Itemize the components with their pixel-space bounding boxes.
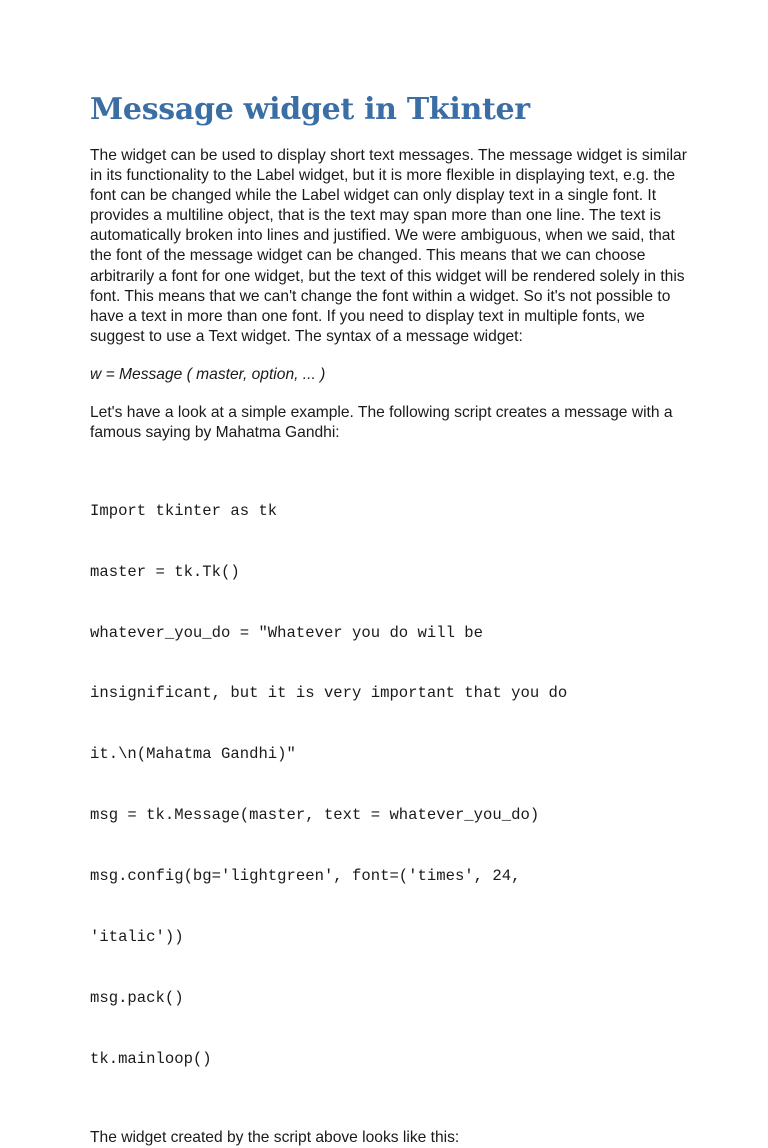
intro-paragraph: The widget can be used to display short text messages. The message widget is similar in its functionality to the Label widget, but it is more flexible in displaying text, e.g. the font can be changed while the Label widget can only display text in a single font. It provides a multiline object, that is the text may span more than one line. The text is automatically broken into lines and justified. We were ambiguous, when we said, that the font of the message widget can be changed. This means that we can choose arbitrarily a font for one widget, but the text of this widget will be rendered solely in this font. This means that we can't change the font within a widget. So it's not possible to have a text in more than one font. If you need to display text in multiple fonts, we suggest to use a Text widget. The syntax of a message widget:: [90, 147, 687, 345]
example-intro-paragraph: Let's have a look at a simple example. The following script creates a message with a famous saying by Mahatma Gandhi:: [90, 403, 673, 442]
code-line: it.\n(Mahatma Gandhi)": [90, 745, 296, 764]
result-paragraph: The widget created by the script above looks like this:: [90, 1128, 460, 1146]
code-block: [90, 460, 690, 1110]
code-line: insignificant, but it is very important that you do: [90, 684, 568, 703]
code-line: tk.mainloop(): [90, 1049, 212, 1068]
page-title: Message widget in Tkinter: [90, 92, 530, 127]
code-line: Import tkinter as tk: [90, 501, 278, 520]
syntax-line: w = Message ( master, option, ... ): [90, 365, 326, 383]
code-line: whatever_you_do = "Whatever you do will be: [90, 623, 484, 642]
code-line: msg.config(bg='lightgreen', font=('times', 24,: [90, 867, 521, 886]
code-line: master = tk.Tk(): [90, 562, 240, 581]
code-line: 'italic')): [90, 927, 184, 946]
document-page: [90, 90, 690, 1148]
code-line: msg = tk.Message(master, text = whatever_you_do): [90, 806, 540, 825]
code-line: msg.pack(): [90, 988, 184, 1007]
